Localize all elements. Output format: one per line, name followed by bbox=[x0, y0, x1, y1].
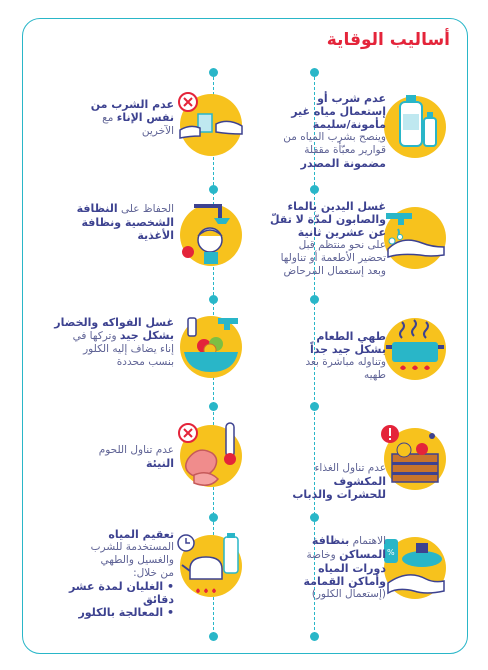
tip-line: وبعد إستعمال المرحاض bbox=[283, 265, 386, 277]
timeline-dot bbox=[310, 68, 319, 77]
tip-line: دقائق bbox=[142, 593, 174, 606]
cleaning-icon bbox=[384, 537, 446, 599]
uncovered-food-icon bbox=[384, 428, 446, 490]
tip-clean-homes bbox=[276, 534, 386, 601]
tip-line bbox=[276, 534, 386, 548]
tip-line: المستخدمة للشرب bbox=[90, 541, 174, 553]
tip-line: عن عشرين ثانية bbox=[297, 226, 386, 239]
tip-line: من خلال: bbox=[133, 567, 174, 579]
personal-hygiene-icon bbox=[180, 204, 242, 266]
tip-shared-cup bbox=[54, 98, 174, 138]
tip-line: (إستعمال الكلور) bbox=[311, 588, 386, 600]
tip-line: النيئة bbox=[145, 457, 174, 470]
tip-wash-produce bbox=[39, 316, 174, 369]
tip-line: الأغذية bbox=[137, 229, 174, 242]
tip-line: دورات المياه bbox=[318, 562, 386, 575]
tip-raw-meat bbox=[54, 444, 174, 470]
tip-line: غسل اليدين بالماء bbox=[287, 200, 386, 213]
tip-line-part: وتركها في bbox=[72, 330, 117, 342]
washing-produce-icon bbox=[180, 316, 242, 378]
tip-line-part: نفس الإناء bbox=[116, 111, 174, 124]
timeline-dot bbox=[209, 295, 218, 304]
tip-line bbox=[39, 329, 174, 343]
hand-washing-icon bbox=[384, 207, 446, 269]
svg-text:%: % bbox=[387, 548, 395, 557]
tip-line bbox=[54, 111, 174, 125]
tip-line: وتناوله مباشرة بعد bbox=[305, 356, 386, 368]
tip-line: عدم شرب أو bbox=[317, 92, 386, 105]
tip-line: قوارير معبّأة مقفلة bbox=[304, 144, 386, 156]
tip-line-part: الحفاظ على bbox=[121, 203, 174, 215]
shared-cup-icon bbox=[180, 94, 242, 156]
tip-line bbox=[44, 202, 174, 216]
tip-line-part: وخاصة bbox=[306, 549, 336, 561]
tip-line: الشخصية ونظافة bbox=[81, 216, 174, 229]
tip-line: وأماكن القمامة bbox=[303, 575, 386, 588]
tip-line: طهي الطعام bbox=[316, 330, 386, 343]
tip-hand-washing bbox=[266, 200, 386, 278]
timeline-dot bbox=[209, 632, 218, 641]
timeline-dot bbox=[310, 513, 319, 522]
tip-line: على نحو منتظم قبل bbox=[298, 239, 386, 251]
tip-line: وينصح بشرب المياه من bbox=[283, 131, 386, 143]
tip-line: غسل الفواكه والخضار bbox=[54, 316, 174, 329]
tip-line: والغسيل والطهي bbox=[100, 554, 174, 566]
tip-line: والصابون لمدّة لا تقلّ bbox=[269, 213, 386, 226]
tip-line-part: مع bbox=[102, 112, 114, 124]
timeline-dot bbox=[209, 513, 218, 522]
tip-safe-water bbox=[276, 92, 386, 170]
tip-line bbox=[276, 548, 386, 562]
tip-line: طهيه bbox=[364, 369, 386, 381]
tip-line: إستعمال مياه غير bbox=[291, 105, 386, 118]
timeline-dot bbox=[310, 295, 319, 304]
tip-line: تحضير الأطعمة أو تناولها bbox=[280, 252, 386, 264]
tip-line: بشكل جيد جداً bbox=[309, 343, 386, 356]
tip-line: المكشوف bbox=[333, 475, 386, 488]
timeline-dot bbox=[209, 68, 218, 77]
tip-covered-food bbox=[276, 462, 386, 501]
tip-line: الآخرين bbox=[141, 125, 174, 137]
tip-line-part: النظافة bbox=[76, 202, 118, 215]
tip-line: عدم تناول الغذاء bbox=[314, 462, 386, 474]
timeline-dot bbox=[209, 402, 218, 411]
tip-line-part: بنظافة bbox=[311, 534, 350, 547]
tip-sterilize-water bbox=[44, 528, 174, 619]
tip-line-part: المساكن bbox=[339, 548, 386, 561]
cooking-pot-icon bbox=[384, 318, 446, 380]
tip-line: • الغليان لمدة عشر bbox=[68, 580, 174, 593]
tip-line: • المعالجة بالكلور bbox=[78, 606, 174, 619]
tip-line: بنسب محددة bbox=[116, 356, 174, 368]
timeline-dot bbox=[310, 185, 319, 194]
tip-line: تعقيم المياه bbox=[108, 528, 174, 541]
tip-line-part: بشكل جيد bbox=[119, 329, 174, 342]
water-bottles-icon bbox=[384, 96, 446, 158]
water-sterilization-icon bbox=[180, 535, 242, 597]
tip-line: إناء يضاف إليه الكلور bbox=[83, 343, 174, 355]
timeline-dot bbox=[209, 185, 218, 194]
timeline-dot bbox=[310, 632, 319, 641]
tip-line: عدم تناول اللحوم bbox=[98, 444, 174, 456]
page-title: أساليب الوقاية bbox=[326, 30, 450, 50]
timeline-dot bbox=[310, 402, 319, 411]
tip-line-part: الاهتمام bbox=[352, 535, 386, 547]
tip-line: عدم الشرب من bbox=[90, 98, 174, 111]
tip-line: للحشرات والذباب bbox=[292, 488, 386, 501]
tip-line: مضمونة المصدر bbox=[300, 157, 386, 170]
tip-cook-well bbox=[276, 330, 386, 382]
tip-line: مأمونة/سليمة bbox=[312, 118, 386, 131]
tip-personal-hygiene bbox=[44, 202, 174, 242]
raw-meat-icon bbox=[180, 425, 242, 487]
